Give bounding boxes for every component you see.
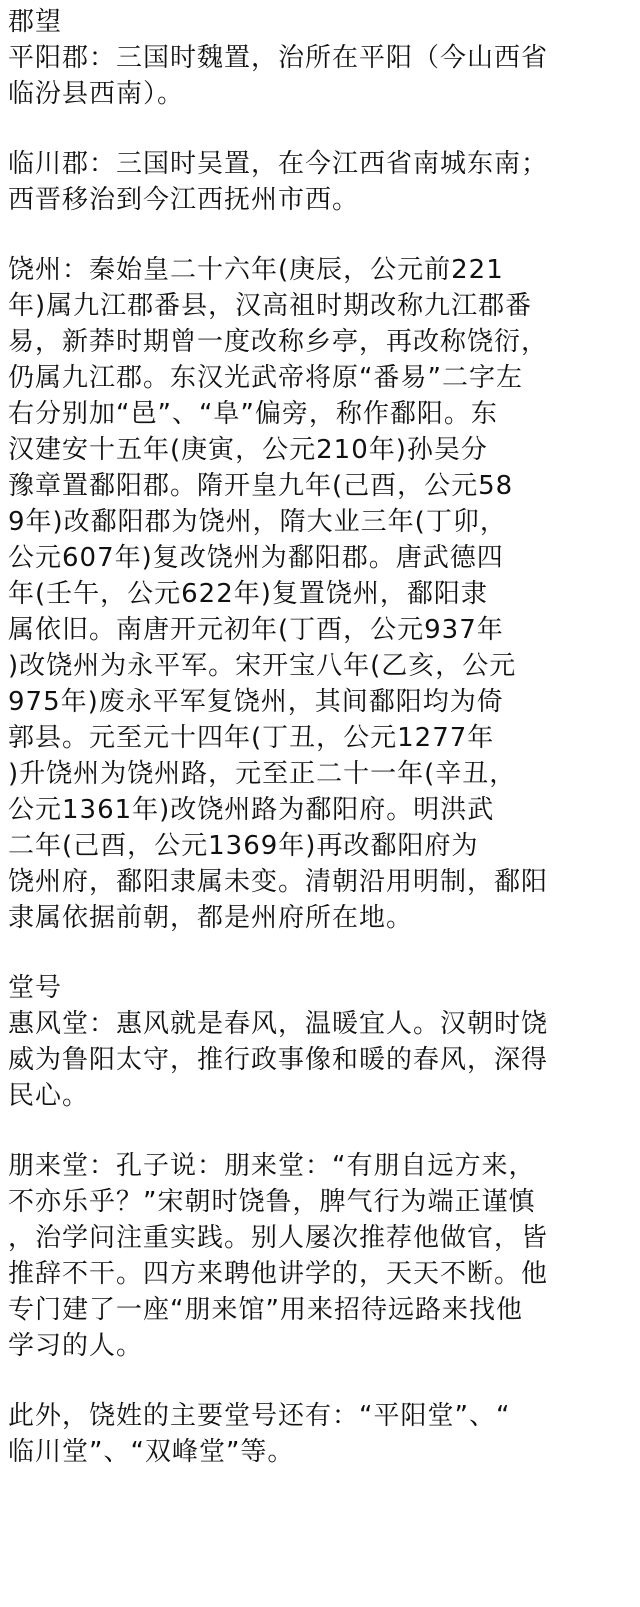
paragraph-raozhou-line-6: 汉建安十五年(庚寅，公元210年)孙吴分 <box>8 435 488 465</box>
paragraph-others-line-1: 此外，饶姓的主要堂号还有：“平阳堂”、“ <box>8 1401 511 1431</box>
paragraph-raozhou-line-16: 公元1361年)改饶州路为鄱阳府。明洪武 <box>8 795 495 825</box>
paragraph-gap <box>8 936 632 970</box>
paragraph-raozhou-line-3: 易，新莽时期曾一度改称乡亭，再改称饶衍， <box>8 327 549 357</box>
paragraph-raozhou-line-2: 年)属九江郡番县，汉高祖时期改称九江郡番 <box>8 291 533 321</box>
paragraph-gap <box>8 112 632 146</box>
paragraph-penglai-line-5: 专门建了一座“朋来馆”用来招待远路来找他 <box>8 1295 523 1325</box>
paragraph-raozhou-line-14: 郭县。元至元十四年(丁丑，公元1277年 <box>8 723 495 753</box>
paragraph-huifeng-line-2: 威为鲁阳太守，推行政事像和暖的春风，深得 <box>8 1045 549 1075</box>
paragraph-penglai-line-4: 推辞不干。四方来聘他讲学的，天天不断。他 <box>8 1259 549 1289</box>
paragraph-pingyang-line-1: 平阳郡：三国时魏置，治所在平阳（今山西省 <box>8 43 549 73</box>
paragraph-penglai-line-6: 学习的人。 <box>8 1331 144 1361</box>
paragraph-penglai-line-1: 朋来堂：孔子说：朋来堂：“有朋自远方来， <box>8 1151 536 1181</box>
paragraph-penglai-line-3: ，治学问注重实践。别人屡次推荐他做官，皆 <box>8 1223 549 1253</box>
paragraph-raozhou-line-12: )改饶州为永平军。宋开宝八年(乙亥，公元 <box>8 651 517 681</box>
paragraph-raozhou-line-8: 9年)改鄱阳郡为饶州，隋大业三年(丁卯， <box>8 507 507 537</box>
paragraph-raozhou-line-1: 饶州：秦始皇二十六年(庚辰，公元前221 <box>8 255 504 285</box>
paragraph-raozhou-line-15: )升饶州为饶州路，元至正二十一年(辛丑， <box>8 759 517 789</box>
section-heading-junwang: 郡望 <box>8 7 63 37</box>
paragraph-huifeng-line-3: 民心。 <box>8 1081 90 1111</box>
article-body <box>8 4 632 1470</box>
paragraph-penglai-line-2: 不亦乐乎？”宋朝时饶鲁，脾气行为端正谨慎 <box>8 1187 536 1217</box>
paragraph-pingyang-line-2: 临汾县西南）。 <box>8 79 185 109</box>
paragraph-raozhou-line-19: 隶属依据前朝，都是州府所在地。 <box>8 903 414 933</box>
paragraph-others-line-2: 临川堂”、“双峰堂”等。 <box>8 1437 295 1467</box>
paragraph-raozhou-line-11: 属依旧。南唐开元初年(丁酉，公元937年 <box>8 615 504 645</box>
paragraph-raozhou-line-5: 右分别加“邑”、“阜”偏旁，称作鄱阳。东 <box>8 399 498 429</box>
paragraph-raozhou-line-9: 公元607年)复改饶州为鄱阳郡。唐武德四 <box>8 543 504 573</box>
paragraph-gap <box>8 1114 632 1148</box>
paragraph-linchuan-line-1: 临川郡：三国时吴置，在今江西省南城东南； <box>8 149 549 179</box>
paragraph-raozhou-line-18: 饶州府，鄱阳隶属未变。清朝沿用明制，鄱阳 <box>8 867 549 897</box>
paragraph-linchuan-line-2: 西晋移治到今江西抚州市西。 <box>8 185 360 215</box>
paragraph-gap <box>8 1364 632 1398</box>
paragraph-raozhou-line-10: 年(壬午，公元622年)复置饶州，鄱阳隶 <box>8 579 488 609</box>
paragraph-raozhou-line-17: 二年(己酉，公元1369年)再改鄱阳府为 <box>8 831 479 861</box>
paragraph-raozhou-line-4: 仍属九江郡。东汉光武帝将原“番易”二字左 <box>8 363 523 393</box>
paragraph-raozhou-line-13: 975年)废永平军复饶州，其间鄱阳均为倚 <box>8 687 504 717</box>
paragraph-huifeng-line-1: 惠风堂：惠风就是春风，温暖宜人。汉朝时饶 <box>8 1009 549 1039</box>
paragraph-raozhou-line-7: 豫章置鄱阳郡。隋开皇九年(己酉，公元58 <box>8 471 514 501</box>
section-heading-tanghao: 堂号 <box>8 973 63 1003</box>
paragraph-gap <box>8 218 632 252</box>
